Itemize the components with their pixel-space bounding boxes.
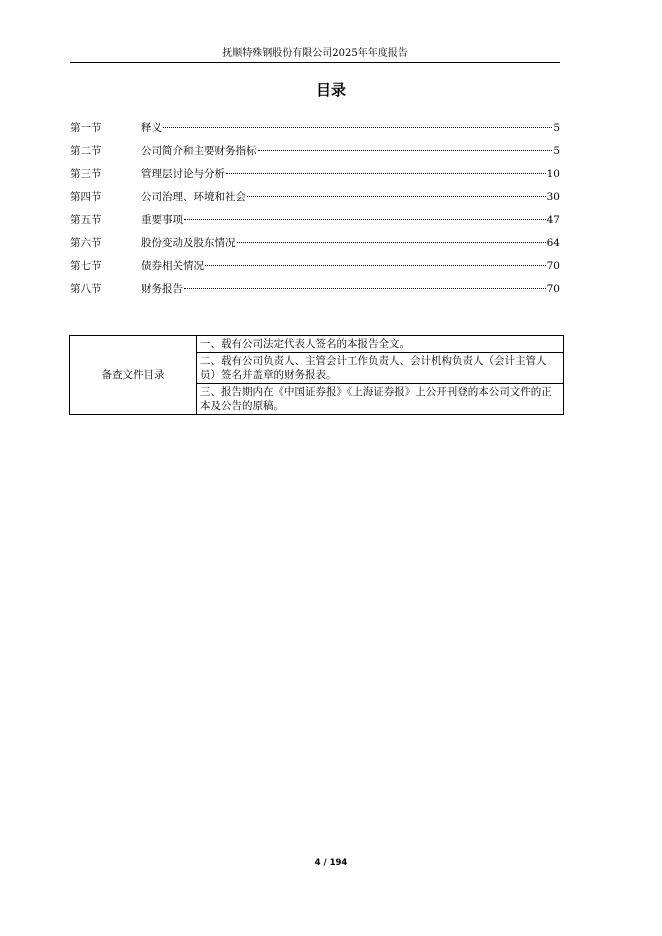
- toc-section-number: 第一节: [70, 122, 102, 134]
- toc-section-name: 债券相关情况: [141, 260, 204, 272]
- toc-leader-dots: [184, 219, 546, 220]
- toc-entry-5[interactable]: [70, 213, 560, 236]
- toc-page-number: 30: [546, 191, 560, 203]
- table-row: [70, 336, 564, 353]
- toc-entry-6[interactable]: [70, 236, 560, 259]
- toc-section-number: 第五节: [70, 214, 102, 226]
- reference-item: 一、载有公司法定代表人签名的本报告全文。: [197, 336, 564, 353]
- reference-documents-table: [69, 335, 564, 415]
- reference-item: 二、载有公司负责人、主管会计工作负责人、会计机构负责人（会计主管人员）签名并盖章的财务报表。: [197, 353, 564, 384]
- toc-leader-dots: [184, 288, 546, 289]
- toc-entry-2[interactable]: [70, 144, 560, 167]
- toc-section-name: 重要事项: [141, 214, 183, 226]
- toc-section-number: 第六节: [70, 237, 102, 249]
- toc-section-name: 管理层讨论与分析: [141, 168, 225, 180]
- toc-leader-dots: [258, 150, 553, 151]
- toc-title: 目录: [315, 81, 346, 99]
- toc-page-number: 47: [546, 214, 560, 226]
- reference-label: 备查文件目录: [70, 336, 197, 415]
- toc-leader-dots: [163, 127, 552, 128]
- toc-section-number: 第七节: [70, 260, 102, 272]
- toc-leader-dots: [205, 265, 546, 266]
- toc-section-name: 财务报告: [141, 283, 183, 295]
- toc-entry-4[interactable]: [70, 190, 560, 213]
- toc-section-number: 第二节: [70, 145, 102, 157]
- toc-section-number: 第四节: [70, 191, 102, 203]
- page-number: 4 / 194: [314, 858, 348, 868]
- toc-leader-dots: [247, 196, 546, 197]
- toc-page-number: 10: [546, 168, 560, 180]
- toc-entry-7[interactable]: [70, 259, 560, 282]
- toc-section-name: 股份变动及股东情况: [141, 237, 236, 249]
- toc-page-number: 64: [546, 237, 560, 249]
- header-rule: [70, 62, 560, 63]
- toc-leader-dots: [237, 242, 546, 243]
- toc-page-number: 5: [553, 122, 560, 134]
- table-of-contents: [70, 121, 560, 305]
- toc-leader-dots: [226, 173, 546, 174]
- toc-section-number: 第三节: [70, 168, 102, 180]
- toc-section-name: 公司简介和主要财务指标: [141, 145, 257, 157]
- toc-section-name: 释义: [141, 122, 162, 134]
- toc-entry-8[interactable]: [70, 282, 560, 305]
- toc-page-number: 70: [546, 260, 560, 272]
- toc-entry-1[interactable]: [70, 121, 560, 144]
- toc-section-number: 第八节: [70, 283, 102, 295]
- toc-section-name: 公司治理、环境和社会: [141, 191, 246, 203]
- reference-item: 三、报告期内在《中国证券报》《上海证券报》上公开刊登的本公司文件的正本及公告的原稿。: [197, 384, 564, 415]
- toc-entry-3[interactable]: [70, 167, 560, 190]
- toc-page-number: 5: [553, 145, 560, 157]
- toc-page-number: 70: [546, 283, 560, 295]
- page-header: 抚顺特殊钢股份有限公司2025年年度报告: [222, 48, 408, 59]
